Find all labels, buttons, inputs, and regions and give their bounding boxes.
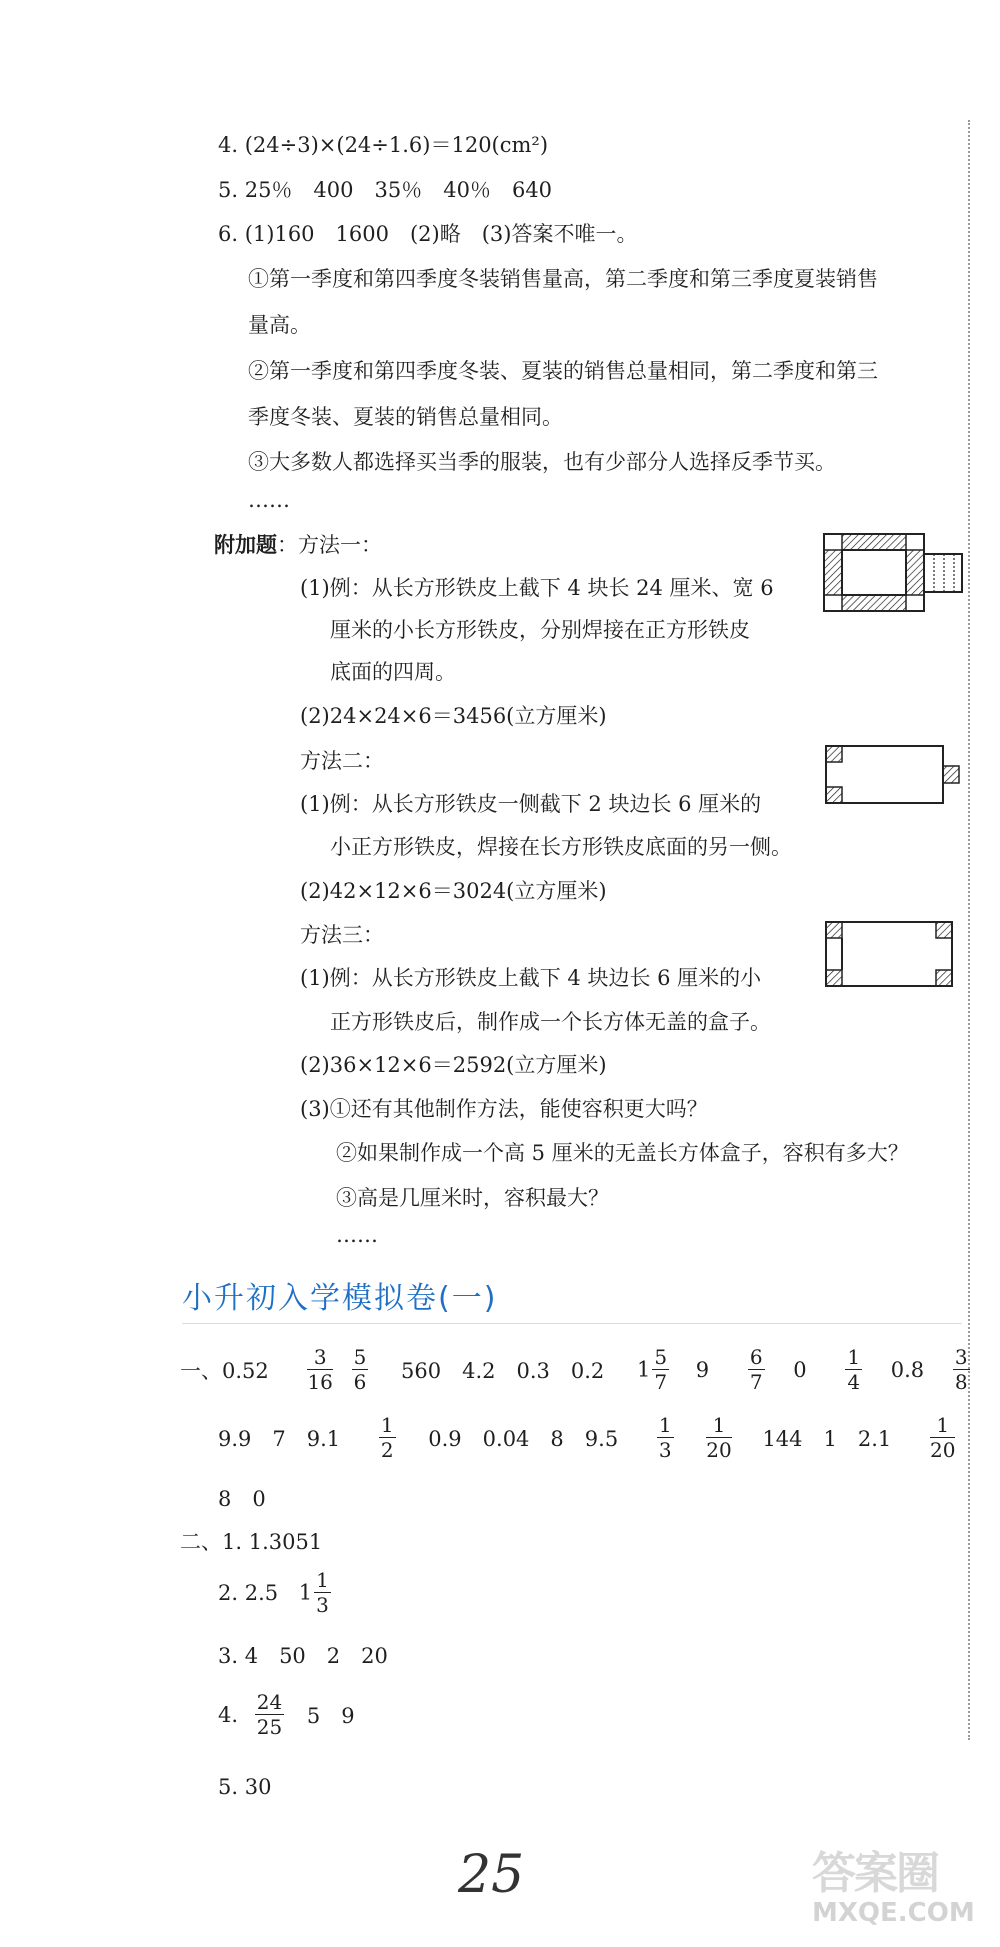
denominator: 6 xyxy=(353,1370,367,1394)
method-1-step1b: 厘米的小长方形铁皮，分别焊接在正方形铁皮 xyxy=(330,618,750,642)
part2-item5: 5. 30 xyxy=(218,1775,272,1799)
question-3-3: ③高是几厘米时，容积最大？ xyxy=(336,1186,609,1210)
watermark-text: 答案圈 xyxy=(812,1848,938,1899)
values: 560 4.2 0.3 0.2 xyxy=(401,1358,605,1383)
answer-6-point-2a: ②第一季度和第四季度冬装、夏装的销售总量相同，第二季度和第三 xyxy=(248,359,878,383)
section-title: 小升初入学模拟卷(一) xyxy=(182,1281,498,1316)
fraction xyxy=(657,1413,674,1462)
part2-item4 xyxy=(218,1690,381,1739)
answer-4: 4. (24÷3)×(24÷1.6)＝120(cm²) xyxy=(218,133,549,157)
fraction xyxy=(652,1345,669,1394)
numerator: 1 xyxy=(706,1413,731,1438)
values: 0.9 0.04 8 9.5 xyxy=(428,1426,619,1451)
numerator: 6 xyxy=(749,1345,763,1369)
item-number: 4. xyxy=(218,1702,239,1727)
part1-row2 xyxy=(218,1413,961,1462)
values: 9.9 7 9.1 xyxy=(218,1426,341,1451)
ellipsis: …… xyxy=(336,1223,378,1247)
values: 144 1 2.1 xyxy=(762,1426,892,1451)
part1-label-and-value xyxy=(180,1359,269,1383)
fraction xyxy=(845,1345,862,1394)
method-1-step1c: 底面的四周。 xyxy=(330,660,456,684)
question-3-1: (3)①还有其他制作方法，能使容积更大吗？ xyxy=(300,1097,708,1121)
answer-6-point-3: ③大多数人都选择买当季的服装，也有少部分人选择反季节买。 xyxy=(248,450,836,474)
fraction xyxy=(255,1690,284,1739)
value: 9 xyxy=(695,1357,710,1382)
method-3-step1a: (1)例：从长方形铁皮上截下 4 块边长 6 厘米的小 xyxy=(300,966,762,990)
fraction xyxy=(314,1568,331,1617)
method-1-diagram xyxy=(820,530,965,615)
part1-value: 0.52 xyxy=(222,1358,269,1383)
method-2-step2: (2)42×12×6＝3024(立方厘米) xyxy=(300,879,607,903)
denominator: 3 xyxy=(316,1593,329,1617)
denominator: 20 xyxy=(929,1438,956,1462)
method-1-step1a: (1)例：从长方形铁皮上截下 4 块长 24 厘米、宽 6 xyxy=(300,576,774,600)
numerator: 5 xyxy=(353,1345,367,1369)
denominator: 2 xyxy=(380,1438,394,1462)
answer-6: 6. (1)160 1600 (2)略 (3)答案不唯一。 xyxy=(218,222,638,246)
section-divider xyxy=(182,1323,962,1324)
method-3-title: 方法三： xyxy=(300,923,384,947)
fraction xyxy=(953,1345,970,1394)
part2-answer-1: 1. 1.3051 xyxy=(222,1530,323,1554)
denominator: 3 xyxy=(658,1438,672,1462)
denominator: 20 xyxy=(706,1438,732,1462)
numerator: 24 xyxy=(256,1690,283,1714)
method-2-step1a: (1)例：从长方形铁皮一侧截下 2 块边长 6 厘米的 xyxy=(300,792,762,816)
answer-text: 2. 2.5 xyxy=(218,1580,279,1605)
method-2-step1b: 小正方形铁皮，焊接在长方形铁皮底面的另一侧。 xyxy=(330,835,792,859)
numerator: 1 xyxy=(847,1345,861,1369)
method-1-title: ：方法一： xyxy=(277,533,382,557)
denominator: 7 xyxy=(654,1370,668,1394)
numerator: 1 xyxy=(658,1413,672,1437)
method-3-diagram xyxy=(822,918,967,990)
denominator: 4 xyxy=(847,1370,861,1394)
numerator: 3 xyxy=(954,1345,968,1369)
watermark-logo xyxy=(812,1850,992,1940)
denominator: 7 xyxy=(749,1370,763,1394)
part1-row1 xyxy=(180,1345,976,1394)
numerator: 1 xyxy=(930,1413,955,1438)
mixed-number xyxy=(637,1345,675,1394)
part2-label: 二、 xyxy=(180,1530,222,1554)
numerator: 1 xyxy=(316,1568,329,1592)
part2-item3: 3. 4 50 2 20 xyxy=(218,1644,388,1668)
question-3-2: ②如果制作成一个高 5 厘米的无盖长方体盒子，容积有多大？ xyxy=(336,1141,909,1165)
fraction xyxy=(307,1345,332,1394)
method-2-title: 方法二： xyxy=(300,749,384,773)
watermark-url: MXQE.COM xyxy=(812,1898,975,1928)
method-2-diagram xyxy=(822,742,967,807)
fraction xyxy=(748,1345,765,1394)
numerator: 1 xyxy=(380,1413,394,1437)
method-3-step2: (2)36×12×6＝2592(立方厘米) xyxy=(300,1053,607,1077)
page-number: 25 xyxy=(458,1845,525,1905)
value: 0 xyxy=(793,1357,807,1382)
part2-item2 xyxy=(218,1568,337,1617)
method-3-step1b: 正方形铁皮后，制作成一个长方体无盖的盒子。 xyxy=(330,1010,771,1034)
extra-question-heading xyxy=(214,530,382,560)
numerator: 5 xyxy=(654,1345,668,1369)
whole: 1 xyxy=(636,1357,651,1382)
part2-item1 xyxy=(180,1527,322,1557)
part1-row3: 8 0 xyxy=(218,1487,266,1511)
denominator: 8 xyxy=(954,1370,968,1394)
fraction xyxy=(706,1413,731,1462)
value: 0.8 xyxy=(890,1357,925,1382)
fraction xyxy=(930,1413,955,1462)
binding-margin-dots xyxy=(968,120,970,1740)
denominator: 25 xyxy=(256,1715,283,1739)
extra-question-label: 附加题 xyxy=(214,532,277,557)
denominator: 16 xyxy=(307,1370,333,1394)
answer-6-point-1a: ①第一季度和第四季度冬装销售量高，第二季度和第三季度夏装销售 xyxy=(248,267,878,291)
method-1-step2: (2)24×24×6＝3456(立方厘米) xyxy=(300,704,607,728)
whole: 1 xyxy=(298,1580,313,1605)
mixed-number xyxy=(299,1568,337,1617)
fraction xyxy=(379,1413,396,1462)
fraction xyxy=(352,1345,369,1394)
answer-6-point-2b: 季度冬装、夏装的销售总量相同。 xyxy=(248,405,563,429)
values: 5 9 xyxy=(306,1703,355,1728)
part1-label: 一、 xyxy=(180,1358,222,1383)
answer-5: 5. 25％ 400 35％ 40％ 640 xyxy=(218,178,553,202)
answer-6-point-1b: 量高。 xyxy=(248,313,311,337)
numerator: 3 xyxy=(307,1345,332,1370)
ellipsis: …… xyxy=(248,488,290,512)
